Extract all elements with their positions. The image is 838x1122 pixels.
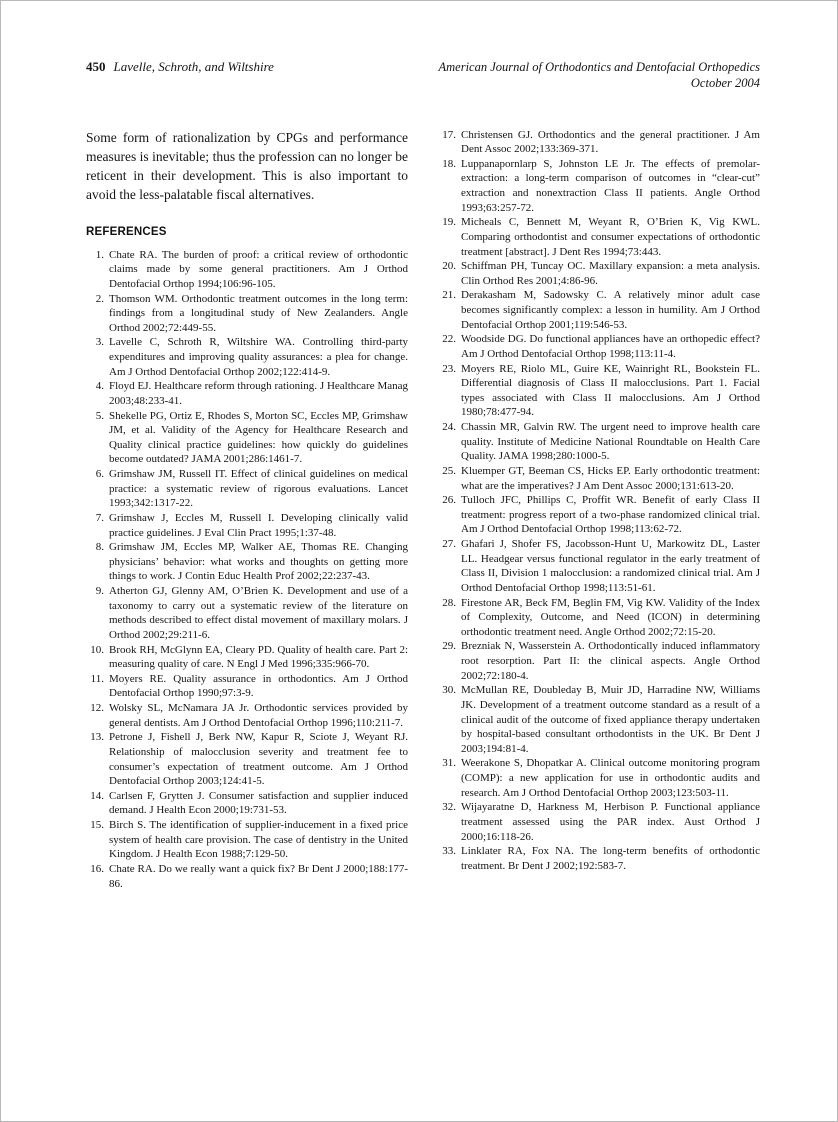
reference-text: Lavelle C, Schroth R, Wiltshire WA. Controlling third-party expenditures and improving quality assurances: a plea for change. Am J Orthod Dentofacial Orthop 2002;122:414-9.: [109, 336, 408, 378]
reference-text: Thomson WM. Orthodontic treatment outcomes in the long term: findings from a longitudinal study of New Zealanders. Angle Orthod 2002;72:449-55.: [109, 292, 408, 334]
reference-item: [86, 467, 408, 511]
running-head-right: [439, 59, 761, 92]
reference-number: 13.: [90, 731, 104, 744]
reference-number: 9.: [95, 585, 104, 597]
reference-number: 26.: [442, 494, 456, 507]
reference-number: 23.: [442, 362, 456, 375]
reference-item: [86, 511, 408, 540]
references-list-right: [438, 128, 760, 874]
reference-item: [86, 818, 408, 862]
reference-text: Grimshaw JM, Russell IT. Effect of clinical guidelines on medical practice: a systematic review of rigorous evaluations. Lancet 1993;342:1317-22.: [109, 468, 408, 510]
reference-number: 31.: [442, 757, 456, 770]
intro-paragraph: Some form of rationalization by CPGs and performance measures is inevitable; thus the profession can no longer be reticent in their development. This is also important to avoid the less-palatable fiscal alternatives.: [86, 129, 408, 202]
reference-item: [438, 537, 760, 596]
reference-item: [86, 379, 408, 408]
reference-item: [438, 362, 760, 421]
reference-item: [86, 789, 408, 818]
reference-number: 18.: [442, 157, 456, 170]
reference-text: Shekelle PG, Ortiz E, Rhodes S, Morton SC, Eccles MP, Grimshaw JM, et al. Validity of the Agency for Healthcare Research and Quality clinical practice guidelines: how quickly do guidelines become outdated? JAMA 2001;286:1461-7.: [109, 409, 408, 466]
references-heading: REFERENCES: [86, 225, 167, 238]
reference-item: [438, 683, 760, 756]
reference-text: Moyers RE. Quality assurance in orthodontics. Am J Orthod Dentofacial Orthop 1990;97:3-9.: [109, 672, 408, 700]
reference-text: McMullan RE, Doubleday B, Muir JD, Harradine NW, Williams JK. Development of a treatment outcome standard as a result of a clinical audit of the outcome of fixed appliance therapy undertaken by hospital-based consultant orthodontists in the UK. Br Dent J 2003;194:81-4.: [461, 684, 760, 755]
reference-item: [438, 596, 760, 640]
reference-number: 28.: [442, 596, 456, 609]
page-number: 450: [86, 59, 106, 74]
reference-item: [86, 335, 408, 379]
page-header: [86, 59, 760, 92]
reference-text: Tulloch JFC, Phillips C, Proffit WR. Benefit of early Class II treatment: progress report of a two-phase randomized clinical trial. Am J Orthod Dentofacial Orthop 1998;113:62-72.: [461, 494, 760, 536]
reference-number: 21.: [442, 289, 456, 302]
reference-number: 6.: [95, 468, 104, 480]
reference-text: Moyers RE, Riolo ML, Guire KE, Wainright RL, Bookstein FL. Differential diagnosis of Class II malocclusions. Part 1. Facial types associated with Class II malocclusions. Am J Orthod 1980;78:477-94.: [461, 362, 760, 419]
page-content: [86, 59, 760, 891]
reference-number: 20.: [442, 260, 456, 273]
reference-item: [438, 128, 760, 157]
reference-item: [86, 862, 408, 891]
reference-item: [86, 643, 408, 672]
issue-date: October 2004: [690, 76, 760, 91]
reference-text: Chassin MR, Galvin RW. The urgent need to improve health care quality. Institute of Medicine National Roundtable on Health Care Quality. JAMA 1998;280:1000-5.: [461, 421, 760, 463]
reference-item: [438, 756, 760, 800]
reference-text: Petrone J, Fishell J, Berk NW, Kapur R, Sciote J, Weyant RJ. Relationship of malocclusion severity and treatment fee to consumer’s expectation of treatment outcome. Am J Orthod Dentofacial Orthop 2003;124:41-5.: [109, 731, 408, 788]
reference-item: [86, 672, 408, 701]
reference-number: 1.: [95, 248, 104, 261]
reference-text: Grimshaw JM, Eccles MP, Walker AE, Thomas RE. Changing physicians’ behavior: what works and thoughts on getting more things to work. J Contin Educ Health Prof 2002;22:237-43.: [109, 541, 408, 583]
reference-number: 32.: [442, 801, 456, 814]
reference-text: Brezniak N, Wasserstein A. Orthodontically induced inflammatory root resorption. Part II: the clinical aspects. Angle Orthod 2002;72:180-4.: [461, 640, 760, 682]
reference-item: [438, 420, 760, 464]
journal-name: American Journal of Orthodontics and Dentofacial Orthopedics: [438, 60, 760, 74]
left-column: [86, 128, 408, 892]
reference-text: Firestone AR, Beck FM, Beglin FM, Vig KW. Validity of the Index of Complexity, Outcome, and Need (ICON) in determining orthodontic treatment need. Angle Orthod 2002;72:15-20.: [461, 596, 760, 638]
reference-number: 22.: [442, 333, 456, 346]
reference-text: Schiffman PH, Tuncay OC. Maxillary expansion: a meta analysis. Clin Orthod Res 2001;4:86-96.: [461, 260, 760, 287]
reference-item: [438, 844, 760, 873]
reference-item: [86, 248, 408, 292]
reference-item: [86, 540, 408, 584]
reference-item: [86, 292, 408, 336]
reference-number: 11.: [90, 672, 104, 685]
reference-text: Micheals C, Bennett M, Weyant R, O’Brien K, Vig KWL. Comparing orthodontist and consumer expectations of orthodontic treatment [abstract]. J Dent Res 1994;73:443.: [461, 216, 760, 258]
reference-text: Woodside DG. Do functional appliances have an orthopedic effect? Am J Orthod Dentofacial Orthop 1998;113:11-4.: [461, 333, 760, 360]
reference-item: [86, 701, 408, 730]
reference-number: 10.: [90, 643, 104, 656]
reference-number: 16.: [90, 862, 104, 875]
reference-text: Luppanapornlarp S, Johnston LE Jr. The effects of premolar-extraction: a long-term comparison of outcomes in “clear-cut” extraction and nonextraction Class II patients. Angle Orthod 1993;63:257-72.: [461, 157, 760, 214]
reference-text: Weerakone S, Dhopatkar A. Clinical outcome monitoring program (COMP): a new application for use in orthodontic audits and research. Am J Orthod Dentofacial Orthop 2003;123:503-11.: [461, 757, 760, 799]
reference-text: Brook RH, McGlynn EA, Cleary PD. Quality of health care. Part 2: measuring quality of care. N Engl J Med 1996;335:966-70.: [109, 643, 408, 671]
reference-item: [86, 584, 408, 643]
reference-item: [438, 215, 760, 259]
reference-item: [86, 730, 408, 789]
reference-number: 5.: [95, 409, 104, 422]
reference-number: 3.: [95, 336, 104, 349]
reference-number: 2.: [95, 292, 104, 305]
reference-text: Floyd EJ. Healthcare reform through rationing. J Healthcare Manag 2003;48:233-41.: [109, 380, 408, 407]
reference-item: [438, 259, 760, 288]
reference-number: 14.: [90, 789, 104, 802]
reference-text: Kluemper GT, Beeman CS, Hicks EP. Early orthodontic treatment: what are the imperatives? J Am Dent Assoc 2000;131:613-20.: [461, 464, 760, 492]
reference-number: 15.: [90, 819, 104, 831]
reference-text: Chate RA. The burden of proof: a critical review of orthodontic claims made by some general practitioners. Am J Orthod Dentofacial Orthop 1994;106:96-105.: [109, 248, 408, 290]
reference-text: Chate RA. Do we really want a quick fix? Br Dent J 2000;188:177-86.: [109, 862, 408, 890]
reference-item: [438, 800, 760, 844]
reference-item: [86, 409, 408, 468]
running-authors: Lavelle, Schroth, and Wiltshire: [113, 59, 274, 74]
reference-number: 7.: [95, 511, 104, 524]
reference-text: Carlsen F, Grytten J. Consumer satisfaction and supplier induced demand. J Health Econ 2000;19:731-53.: [109, 789, 408, 817]
reference-number: 19.: [442, 216, 456, 229]
reference-number: 24.: [442, 421, 456, 433]
reference-number: 27.: [442, 538, 456, 550]
right-column: [438, 128, 760, 892]
reference-number: 12.: [90, 702, 104, 714]
reference-item: [438, 157, 760, 216]
references-list-left: [86, 248, 408, 892]
reference-item: [438, 639, 760, 683]
reference-item: [438, 493, 760, 537]
reference-text: Wijayaratne D, Harkness M, Herbison P. Functional appliance treatment assessed using the PAR index. Aust Orthod J 2000;16:118-26.: [461, 801, 760, 843]
reference-number: 29.: [442, 640, 456, 653]
reference-text: Birch S. The identification of supplier-inducement in a fixed price system of health care provision. The case of dentistry in the United Kingdom. J Health Econ 1988;7:129-50.: [109, 819, 408, 861]
reference-text: Ghafari J, Shofer FS, Jacobsson-Hunt U, Markowitz DL, Laster LL. Headgear versus functional regulator in the early treatment of Class II, Division 1 malocclusion: a randomized clinical trial. Am J Orthod Dentofacial Orthop 1998;113:51-61.: [461, 538, 760, 594]
running-head-left: [86, 59, 274, 75]
reference-item: [438, 288, 760, 332]
reference-number: 25.: [442, 464, 456, 477]
reference-text: Grimshaw J, Eccles M, Russell I. Developing clinically valid practice guidelines. J Eval Clin Pract 1995;1:37-48.: [109, 511, 408, 539]
reference-text: Atherton GJ, Glenny AM, O’Brien K. Development and use of a taxonomy to carry out a systematic review of the literature on methods described to effect distal movement of maxillary molars. J Orthod 2002;29:211-6.: [109, 585, 408, 641]
reference-number: 33.: [442, 845, 456, 858]
reference-number: 30.: [442, 684, 456, 697]
reference-number: 4.: [95, 380, 104, 393]
reference-item: [438, 464, 760, 493]
reference-item: [438, 332, 760, 361]
reference-text: Wolsky SL, McNamara JA Jr. Orthodontic services provided by general dentists. Am J Orthod Dentofacial Orthop 1996;110:211-7.: [109, 702, 408, 729]
reference-text: Derakasham M, Sadowsky C. A relatively minor adult case becomes significantly complex: a lesson in humility. Am J Orthod Dentofacial Orthop 2001;119:546-53.: [461, 289, 760, 331]
reference-text: Christensen GJ. Orthodontics and the general practitioner. J Am Dent Assoc 2002;133:369-371.: [461, 128, 760, 156]
two-column-body: [86, 128, 760, 892]
reference-number: 8.: [95, 541, 104, 554]
reference-text: Linklater RA, Fox NA. The long-term benefits of orthodontic treatment. Br Dent J 2002;192:583-7.: [461, 845, 760, 872]
reference-number: 17.: [442, 128, 456, 141]
